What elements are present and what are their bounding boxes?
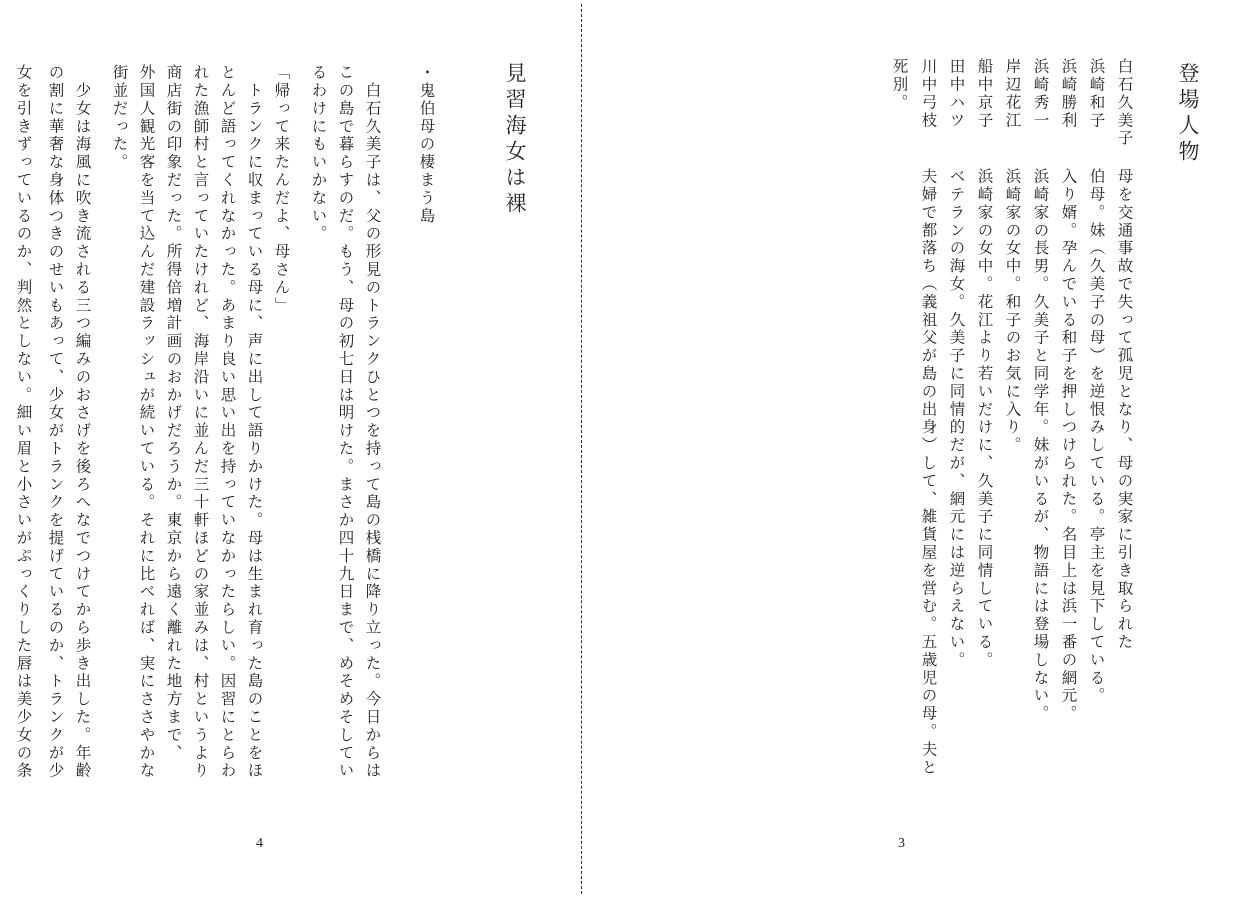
- left-page: [0, 0, 582, 900]
- body-line: の割に華奢な身体つきのせいもあって、少女がトランクを提げているのか、トランクが少: [46, 64, 65, 780]
- character-name: 船中京子: [975, 58, 994, 130]
- page-number: 4: [256, 836, 263, 851]
- character-name: 白石久美子: [1115, 58, 1134, 148]
- character-name: 岸辺花江: [1003, 58, 1022, 130]
- character-desc: 母を交通事故で失って孤児となり、母の実家に引き取られた: [1115, 168, 1134, 652]
- right-page: [584, 0, 1253, 900]
- page-number: 3: [898, 836, 905, 851]
- character-desc-continued: 死別。: [890, 58, 909, 112]
- character-desc: 入り婿。孕んでいる和子を押しつけられた。名目上は浜一番の網元。: [1059, 168, 1078, 723]
- body-line: るわけにもいかない。: [309, 64, 328, 243]
- character-desc: ベテランの海女。久美子に同情的だが、網元には逆らえない。: [947, 168, 966, 670]
- section-heading: ・鬼伯母の棲まう島: [417, 64, 436, 226]
- character-desc: 浜崎家の長男。久美子と同学年。妹がいるが、物語には登場しない。: [1031, 168, 1050, 723]
- characters-title: 登場人物: [1176, 62, 1200, 166]
- character-name: 浜崎勝利: [1059, 58, 1078, 130]
- body-line: 白石久美子は、父の形見のトランクひとつを持って島の桟橋に降り立った。今日からは: [363, 64, 382, 780]
- body-line: 少女は海風に吹き流される三つ編みのおさげを後ろへなでつけてから歩き出した。年齢: [73, 64, 92, 780]
- body-line: 女を引きずっているのか、判然としない。細い眉と小さいがぷっくりした唇は美少女の条: [14, 64, 33, 780]
- character-desc: 浜崎家の女中。和子のお気に入り。: [1003, 168, 1022, 455]
- character-name: 川中弓枝: [919, 58, 938, 130]
- character-desc: 伯母。妹（久美子の母）を逆恨みしている。亭主を見下している。: [1087, 168, 1106, 705]
- character-desc: 夫婦で都落ち（義祖父が島の出身）して、雑貨屋を営む。五歳児の母。夫と: [919, 168, 938, 777]
- body-line: れた漁師村と言っていたけれど、海岸沿いに並んだ三十軒ほどの家並みは、村というより: [191, 64, 210, 780]
- page-divider: [581, 4, 582, 894]
- body-line: この島で暮らすのだ。もう、母の初七日は明けた。まさか四十九日まで、めそめそしてい: [336, 64, 355, 780]
- story-title: 見習海女は裸: [503, 62, 527, 218]
- body-line: 外国人観光客を当て込んだ建設ラッシュが続いている。それに比べれば、実にささやかな: [137, 64, 156, 780]
- character-desc: 浜崎家の女中。花江より若いだけに、久美子に同情している。: [975, 168, 994, 670]
- body-line: トランクに収まっている母に、声に出して語りかけた。母は生まれ育った島のことをほ: [245, 64, 264, 780]
- body-line: 街並だった。: [110, 64, 129, 172]
- character-name: 浜崎和子: [1087, 58, 1106, 130]
- character-name: 浜崎秀一: [1031, 58, 1050, 130]
- body-line: 「帰って来たんだよ、母さん」: [272, 64, 291, 315]
- body-line: 商店街の印象だった。所得倍増計画のおかげだろうか。東京から遠く離れた地方まで、: [164, 64, 183, 763]
- body-line: とんど語ってくれなかった。あまり良い思い出を持っていなかったらしい。因習にとらわ: [218, 64, 237, 780]
- character-name: 田中ハツ: [947, 58, 966, 130]
